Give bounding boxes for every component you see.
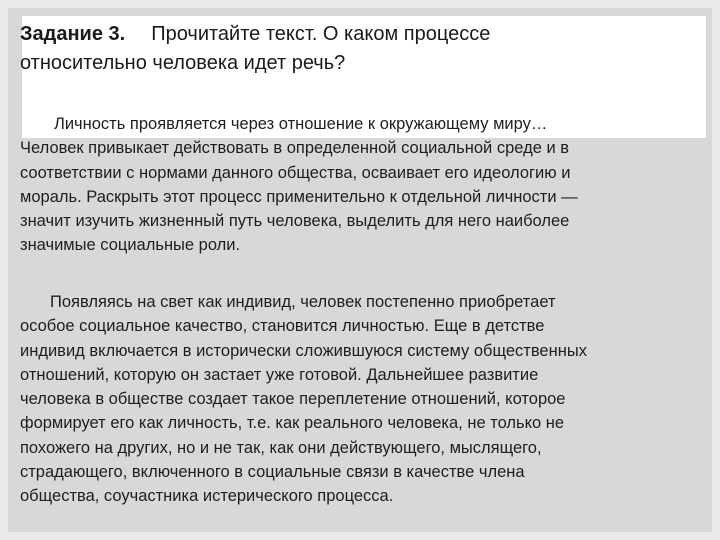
paragraph-2-line: формирует его как личность, т.е. как реального человека, не только не <box>20 414 565 433</box>
paragraph-2-line: общества, соучастника истерического процесса. <box>20 487 394 506</box>
task-question-line-1: Прочитайте текст. О каком процессе <box>151 23 491 45</box>
task-title <box>20 20 490 78</box>
paragraph-2-line: отношений, которую он застает уже готовой. Дальнейшее развитие <box>20 365 539 384</box>
paragraph-2-line: человека в обществе создает такое переплетение отношений, которое <box>20 390 566 409</box>
task-label: Задание 3. <box>20 23 126 45</box>
paragraph-2-line: индивид включается в исторически сложившуюся систему общественных <box>20 341 587 360</box>
paragraph-2-line: Появляясь на свет как индивид, человек постепенно приобретает <box>50 293 556 311</box>
paragraph-2-line: страдающего, включенного в социальные связи в качестве члена <box>20 463 525 482</box>
paragraph-1 <box>20 112 578 258</box>
paragraph-1-line: мораль. Раскрыть этот процесс применительно к отдельной личности — <box>20 187 578 206</box>
paragraph-1-line: значимые социальные роли. <box>20 236 241 255</box>
slide <box>8 8 712 532</box>
paragraph-1-line: соответствии с нормами данного общества, осваивает его идеологию и <box>20 163 571 182</box>
paragraph-1-line: Человек привыкает действовать в определенной социальной среде и в <box>20 139 570 158</box>
paragraph-1-line: значит изучить жизненный путь человека, выделить для него наиболее <box>20 212 570 231</box>
paragraph-2-line: особое социальное качество, становится личностью. Еще в детстве <box>20 317 545 336</box>
paragraph-2-line: похожего на других, но и не так, как они действующего, мыслящего, <box>20 438 542 457</box>
task-question-line-2: относительно человека идет речь? <box>20 52 346 74</box>
paragraph-1-line: Личность проявляется через отношение к окружающему миру… <box>54 115 548 133</box>
paragraph-2 <box>20 290 587 509</box>
